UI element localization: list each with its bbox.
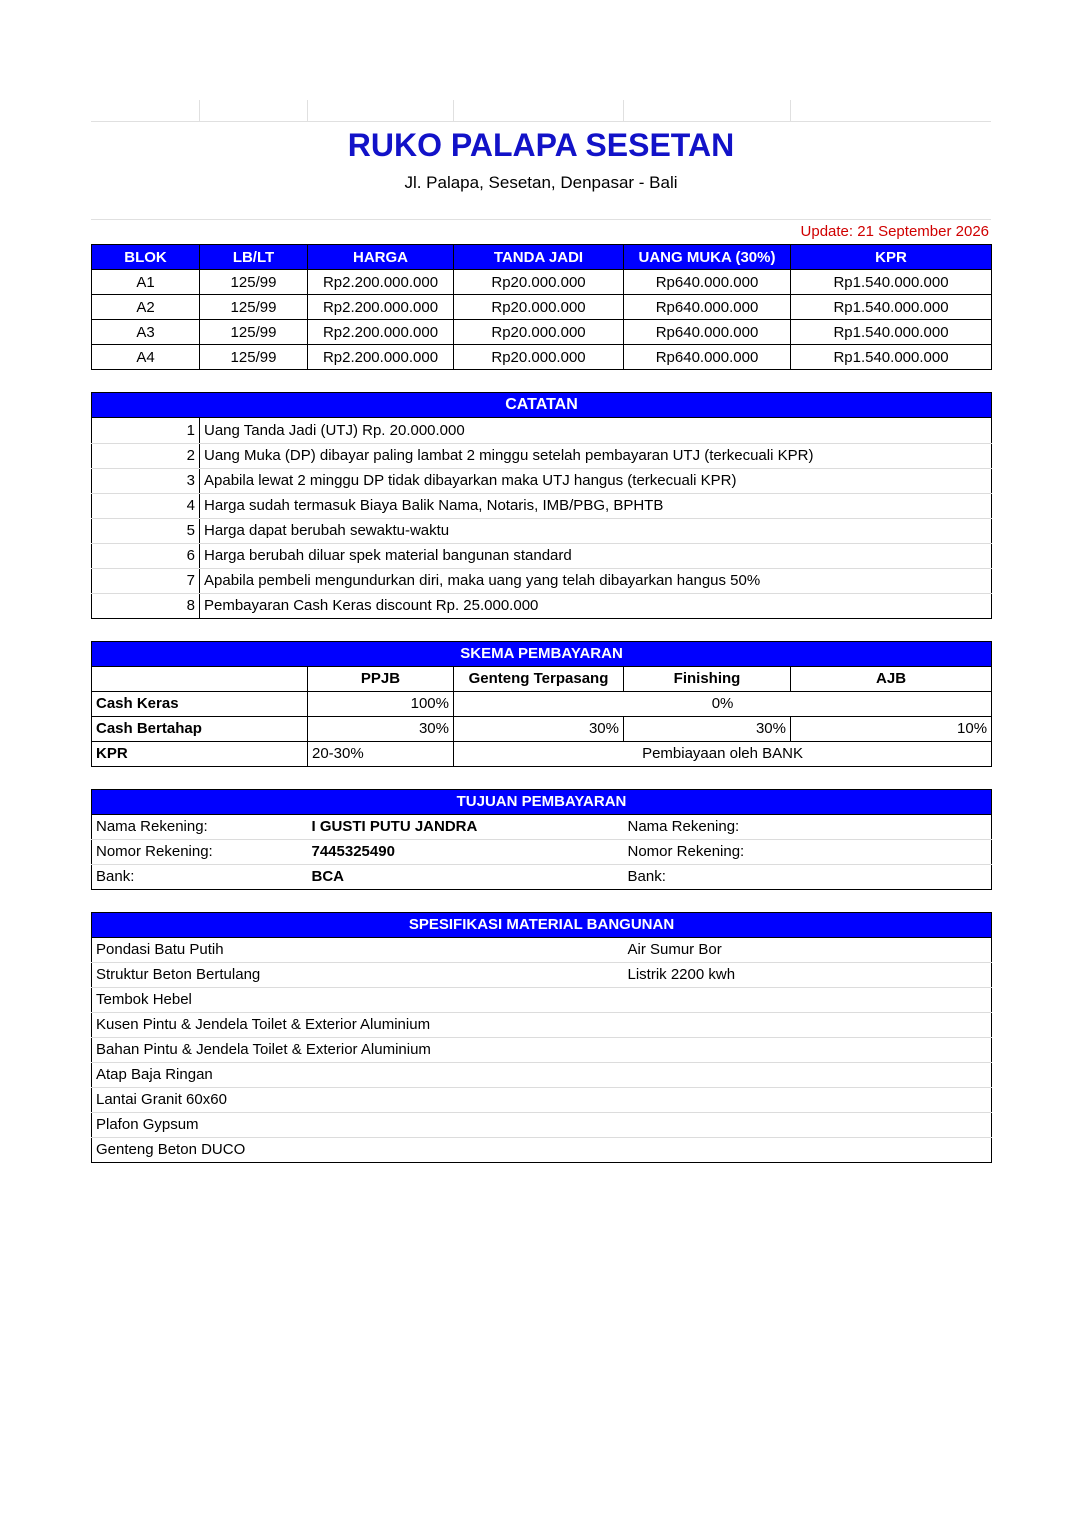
empty-row (91, 619, 991, 641)
tujuan-title: TUJUAN PEMBAYARAN (92, 789, 992, 814)
col-header: KPR (791, 245, 992, 270)
note-number: 3 (92, 468, 200, 493)
cell-lblt: 125/99 (200, 270, 308, 295)
note-text: Uang Muka (DP) dibayar paling lambat 2 minggu setelah pembayaran UTJ (terkecuali KPR) (200, 443, 992, 468)
skema-title: SKEMA PEMBAYARAN (92, 641, 992, 666)
empty-row (91, 370, 991, 392)
col-header: AJB (791, 666, 992, 691)
table-row (92, 691, 992, 716)
spec-item: Atap Baja Ringan (96, 1066, 213, 1083)
empty-row (91, 198, 991, 220)
col-header: LB/LT (200, 245, 308, 270)
spec-item: Kusen Pintu & Jendela Toilet & Exterior Aluminium (96, 1016, 431, 1033)
catatan-list (91, 418, 992, 619)
spec-item: Struktur Beton Bertulang (96, 966, 261, 983)
col-header: Genteng Terpasang (454, 666, 624, 691)
field-label: Nama Rekening: (627, 818, 740, 835)
cell-ppjb: 100% (308, 691, 454, 716)
price-list-sheet (91, 100, 991, 1163)
empty-cell (92, 666, 308, 691)
table-row (92, 716, 992, 741)
spec-item (624, 1112, 992, 1137)
cell-harga: Rp2.200.000.000 (308, 345, 454, 370)
address: Jl. Palapa, Sesetan, Denpasar - Bali (404, 173, 678, 192)
table-row (92, 345, 992, 370)
table-row (92, 741, 992, 766)
empty-cell (791, 814, 992, 839)
col-header: UANG MUKA (30%) (624, 245, 791, 270)
note-number: 2 (92, 443, 200, 468)
price-table (91, 244, 992, 370)
cell-kpr: Rp1.540.000.000 (791, 345, 992, 370)
field-label: Nomor Rekening: (96, 843, 213, 860)
cell-ppjb: 30% (308, 716, 454, 741)
list-item (92, 493, 992, 518)
spec-item: Tembok Hebel (96, 991, 192, 1008)
field-label: Bank: (627, 868, 666, 885)
cell-tanda-jadi: Rp20.000.000 (454, 345, 624, 370)
cell-genteng: 30% (454, 716, 624, 741)
row-label: Cash Keras (92, 691, 308, 716)
table-row (92, 1062, 992, 1087)
cell-blok: A3 (92, 320, 200, 345)
note-number: 6 (92, 543, 200, 568)
note-number: 4 (92, 493, 200, 518)
note-text: Harga sudah termasuk Biaya Balik Nama, Notaris, IMB/PBG, BPHTB (200, 493, 992, 518)
table-row (92, 295, 992, 320)
cell-blok: A2 (92, 295, 200, 320)
list-item (92, 593, 992, 618)
cell-uang-muka: Rp640.000.000 (624, 345, 791, 370)
cell-harga: Rp2.200.000.000 (308, 320, 454, 345)
spec-item: Plafon Gypsum (96, 1116, 199, 1133)
field-value: 7445325490 (311, 843, 395, 860)
cell-uang-muka: Rp640.000.000 (624, 320, 791, 345)
table-row (92, 864, 992, 889)
table-row (92, 1112, 992, 1137)
cell-tanda-jadi: Rp20.000.000 (454, 270, 624, 295)
spec-item: Lantai Granit 60x60 (96, 1091, 227, 1108)
spec-item: Bahan Pintu & Jendela Toilet & Exterior Aluminium (96, 1041, 431, 1058)
spec-item (624, 1012, 992, 1037)
cell-kpr: Rp1.540.000.000 (791, 270, 992, 295)
spec-item: Listrik 2200 kwh (627, 966, 736, 983)
tujuan-table (91, 789, 992, 890)
price-table-header (92, 245, 992, 270)
note-text: Pembayaran Cash Keras discount Rp. 25.000.000 (200, 593, 992, 618)
spesifikasi-title: SPESIFIKASI MATERIAL BANGUNAN (92, 912, 992, 937)
note-number: 8 (92, 593, 200, 618)
empty-cell (791, 864, 992, 889)
note-number: 7 (92, 568, 200, 593)
list-item (92, 468, 992, 493)
cell-kpr: Rp1.540.000.000 (791, 320, 992, 345)
catatan-title: CATATAN (92, 393, 992, 418)
cell-uang-muka: Rp640.000.000 (624, 295, 791, 320)
note-text: Harga dapat berubah sewaktu-waktu (200, 518, 992, 543)
table-row (92, 814, 992, 839)
cell-tanda-jadi: Rp20.000.000 (454, 295, 624, 320)
field-value: I GUSTI PUTU JANDRA (311, 818, 478, 835)
table-row (92, 987, 992, 1012)
field-label: Nama Rekening: (96, 818, 208, 835)
cell-kpr: Rp1.540.000.000 (791, 295, 992, 320)
cell-harga: Rp2.200.000.000 (308, 295, 454, 320)
cell-ajb: 10% (791, 716, 992, 741)
note-number: 5 (92, 518, 200, 543)
spec-item (624, 1087, 992, 1112)
cell-blok: A4 (92, 345, 200, 370)
spec-item: Genteng Beton DUCO (96, 1141, 246, 1158)
list-item (92, 568, 992, 593)
cell-lblt: 125/99 (200, 295, 308, 320)
table-row (92, 320, 992, 345)
spec-item (624, 987, 992, 1012)
table-row (92, 1137, 992, 1162)
cell-ppjb: 20-30% (308, 741, 454, 766)
list-item (92, 543, 992, 568)
cell-lblt: 125/99 (200, 345, 308, 370)
skema-table (91, 641, 992, 767)
note-text: Apabila lewat 2 minggu DP tidak dibayarkan maka UTJ hangus (terkecuali KPR) (200, 468, 992, 493)
col-header: PPJB (308, 666, 454, 691)
cell-finishing: 30% (624, 716, 791, 741)
col-header: BLOK (92, 245, 200, 270)
note-text: Apabila pembeli mengundurkan diri, maka uang yang telah dibayarkan hangus 50% (200, 568, 992, 593)
note-text: Harga berubah diluar spek material bangunan standard (200, 543, 992, 568)
list-item (92, 418, 992, 443)
cell-tanda-jadi: Rp20.000.000 (454, 320, 624, 345)
spesifikasi-table (91, 912, 992, 1163)
cell-uang-muka: Rp640.000.000 (624, 270, 791, 295)
table-row (92, 270, 992, 295)
field-value: BCA (311, 868, 344, 885)
spec-item (624, 1137, 992, 1162)
spec-item (624, 1037, 992, 1062)
spec-item: Air Sumur Bor (627, 941, 722, 958)
field-label: Bank: (96, 868, 135, 885)
catatan-table (91, 392, 992, 418)
spec-item (624, 1062, 992, 1087)
table-row (92, 1087, 992, 1112)
row-label: KPR (92, 741, 308, 766)
field-label: Nomor Rekening: (627, 843, 745, 860)
list-item (92, 518, 992, 543)
page-title: RUKO PALAPA SESETAN (347, 127, 735, 163)
row-label: Cash Bertahap (92, 716, 308, 741)
table-row (92, 839, 992, 864)
cell-rest: Pembiayaan oleh BANK (454, 741, 992, 766)
cell-blok: A1 (92, 270, 200, 295)
empty-cell (791, 839, 992, 864)
col-header: Finishing (624, 666, 791, 691)
cell-rest: 0% (454, 691, 992, 716)
table-row (92, 962, 992, 987)
cell-harga: Rp2.200.000.000 (308, 270, 454, 295)
note-text: Uang Tanda Jadi (UTJ) Rp. 20.000.000 (200, 418, 992, 443)
empty-row (91, 890, 991, 912)
empty-row (91, 767, 991, 789)
cell-lblt: 125/99 (200, 320, 308, 345)
spec-item: Pondasi Batu Putih (96, 941, 224, 958)
list-item (92, 443, 992, 468)
note-number: 1 (92, 418, 200, 443)
table-row (92, 937, 992, 962)
empty-row (91, 100, 991, 122)
table-row (92, 1012, 992, 1037)
table-row (92, 1037, 992, 1062)
skema-header (92, 666, 992, 691)
col-header: HARGA (308, 245, 454, 270)
col-header: TANDA JADI (454, 245, 624, 270)
update-date: Update: 21 September 2026 (800, 223, 989, 240)
